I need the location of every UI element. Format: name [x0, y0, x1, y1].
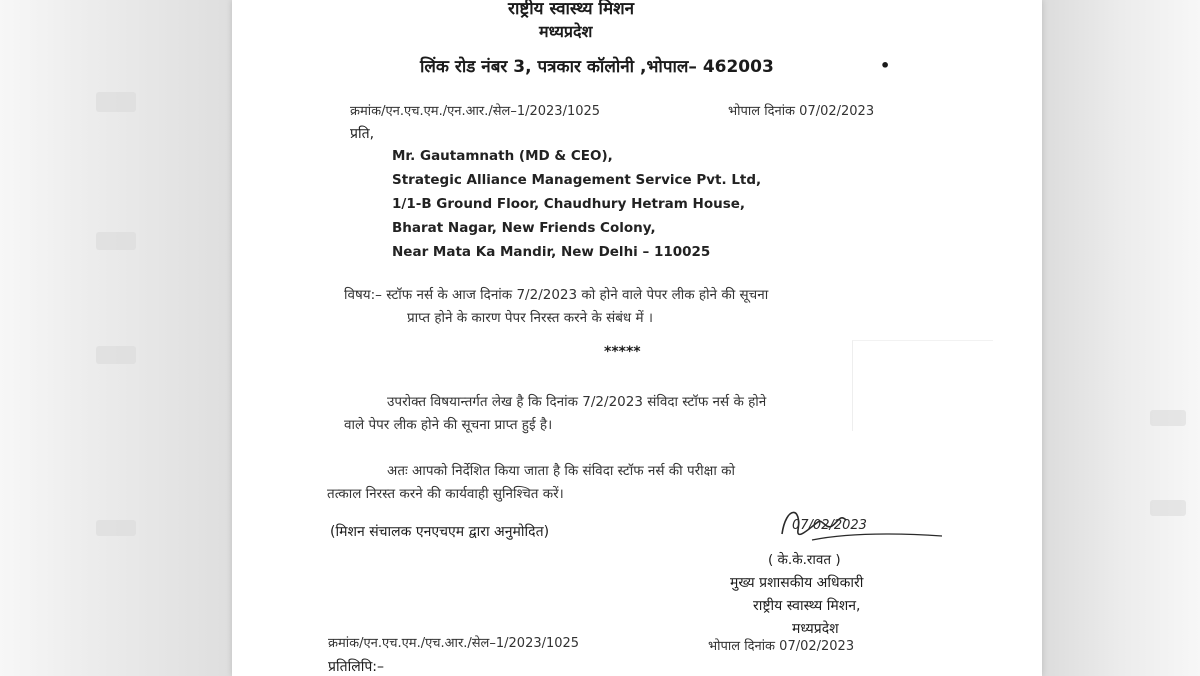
letterhead-mark: • [880, 56, 891, 75]
blurred-text-fragment [96, 520, 136, 536]
signature-date: 07/02/2023 [792, 518, 867, 533]
copy-date: भोपाल दिनांक 07/02/2023 [708, 639, 855, 654]
recipient-line: 1/1-B Ground Floor, Chaudhury Hetram House, [392, 196, 746, 212]
blurred-text-fragment [96, 232, 136, 250]
body-paragraph-line: वाले पेपर लीक होने की सूचना प्राप्त हुई है। [344, 417, 553, 433]
paper-crease [852, 340, 993, 431]
copy-to-label: प्रतिलिपि:– [328, 659, 384, 675]
letterhead-state: मध्यप्रदेश [539, 22, 593, 41]
recipient-line: Bharat Nagar, New Friends Colony, [392, 220, 656, 236]
reference-number: क्रमांक/एन.एच.एम./एन.आर./सेल–1/2023/1025 [350, 104, 601, 119]
letterhead-address: लिंक रोड नंबर 3, पत्रकार कॉलोनी ,भोपाल– 462003 [420, 57, 774, 77]
approval-note: (मिशन संचालक एनएचएम द्वारा अनुमोदित) [330, 524, 550, 540]
letterhead-organization: राष्ट्रीय स्वास्थ्य मिशन [508, 0, 635, 19]
signatory-designation: राष्ट्रीय स्वास्थ्य मिशन, [753, 598, 861, 614]
separator: ***** [604, 344, 641, 360]
signatory-designation: मध्यप्रदेश [792, 621, 839, 637]
signatory-name: ( के.के.रावत ) [768, 552, 841, 568]
subject-line: विषय:– स्टॉफ नर्स के आज दिनांक 7/2/2023 को होने वाले पेपर लीक होने की सूचना [344, 287, 769, 303]
subject-line: प्राप्त होने के कारण पेपर निरस्त करने के संबंध में । [407, 310, 654, 326]
recipient-line: Strategic Alliance Management Service Pvt. Ltd, [392, 172, 762, 188]
recipient-line: Mr. Gautamnath (MD & CEO), [392, 148, 613, 164]
letter-date: भोपाल दिनांक 07/02/2023 [728, 104, 875, 119]
body-paragraph-line: उपरोक्त विषयान्तर्गत लेख है कि दिनांक 7/2/2023 संविदा स्टॉफ नर्स के होने [387, 394, 767, 410]
blurred-text-fragment [1150, 410, 1186, 426]
copy-reference-number: क्रमांक/एन.एच.एम./एच.आर./सेल–1/2023/1025 [328, 636, 580, 651]
blurred-text-fragment [96, 92, 136, 112]
blurred-text-fragment [96, 346, 136, 364]
salutation: प्रति, [350, 126, 375, 142]
letter-document [232, 0, 1042, 676]
signatory-designation: मुख्य प्रशासकीय अधिकारी [730, 575, 864, 591]
blurred-text-fragment [1150, 500, 1186, 516]
recipient-line: Near Mata Ka Mandir, New Delhi – 110025 [392, 244, 711, 260]
background-right-blur [1042, 0, 1200, 676]
body-paragraph-line: तत्काल निरस्त करने की कार्यवाही सुनिश्चित करें। [327, 486, 564, 502]
body-paragraph-line: अतः आपको निर्देशित किया जाता है कि संविदा स्टॉफ नर्स की परीक्षा को [387, 463, 735, 479]
